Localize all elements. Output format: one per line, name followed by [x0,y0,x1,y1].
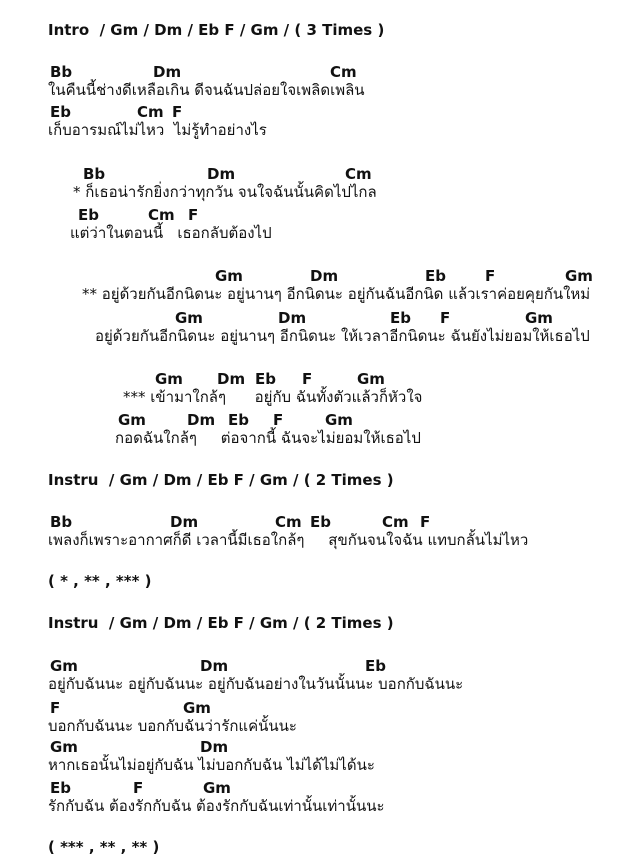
chord-label: Eb [390,309,411,327]
chord-label: Dm [187,411,216,429]
chord-label: Eb [255,370,276,388]
lyric-text: กอดฉันใกล้ๆ ต่อจากนี้ ฉันจะไม่ยอมให้เธอไป [115,429,421,447]
lyric-text: รักกับฉัน ต้องรักกับฉัน ต้องรักกับฉันเท่านั้นเท่านั้นนะ [48,797,385,815]
chord-label: Gm [175,309,203,327]
chord-label: F [302,370,313,388]
lyric-line [0,427,620,449]
lyric-text: บอกกับฉันนะ บอกกับฉันว่ารักแค่นั้นนะ [48,717,297,735]
chord-label: Gm [50,657,78,675]
section-line [0,19,620,41]
chord-label: Gm [118,411,146,429]
chord-label: Gm [325,411,353,429]
repeat-marker-text: ( * , ** , *** ) [48,572,152,590]
chord-label: Dm [200,738,229,756]
lyric-text: * ก็เธอน่ารักยิ่งกว่าทุกวัน จนใจฉันนั้นคิดไปไกล [73,183,377,201]
chord-label: Dm [217,370,246,388]
chord-label: F [172,103,183,121]
chord-label: Dm [278,309,307,327]
chord-label: Gm [50,738,78,756]
chord-label: F [50,699,61,717]
lyric-text: *** เข้ามาใกล้ๆ อยู่กับ ฉันทั้งตัวแล้วก็หัวใจ [123,388,423,406]
chord-label: Eb [50,103,71,121]
lyric-line [0,325,620,347]
chord-label: Bb [50,63,73,81]
lyric-text: แต่ว่าในตอนนี้ เธอกลับต้องไป [70,224,272,242]
lyric-line [0,283,620,305]
marker-line [0,570,620,592]
chord-label: Gm [155,370,183,388]
chord-label: Eb [228,411,249,429]
chord-label: Gm [357,370,385,388]
section-header-text: Instru / Gm / Dm / Eb F / Gm / ( 2 Times ) [48,614,394,632]
chord-label: Cm [148,206,175,224]
chord-label: Dm [153,63,182,81]
chord-label: Dm [310,267,339,285]
lyric-text: อยู่กับฉันนะ อยู่กับฉันนะ อยู่กับฉันอย่างในวันนั้นนะ บอกกับฉันนะ [48,675,464,693]
chord-label: F [133,779,144,797]
chord-label: Eb [425,267,446,285]
section-header-text: Intro / Gm / Dm / Eb F / Gm / ( 3 Times ) [48,21,385,39]
section-line [0,612,620,634]
lyric-text: ** อยู่ด้วยกันอีกนิดนะ อยู่นานๆ อีกนิดนะ อยู่กันฉันอีกนิด แล้วเราค่อยคุยกันใหม่ [82,285,591,303]
chord-label: Dm [170,513,199,531]
lyric-text: หากเธอนั้นไม่อยู่กับฉัน ไม่บอกกับฉัน ไม่ได้ไม่ได้นะ [48,756,375,774]
chord-label: F [188,206,199,224]
lyric-line [0,79,620,101]
lyric-line [0,529,620,551]
marker-line [0,836,620,858]
lyric-text: เก็บอารมณ์ไม่ไหว ไม่รู้ทำอย่างไร [48,121,267,139]
chord-label: Cm [330,63,357,81]
lyric-text: เพลงก็เพราะอากาศก็ดี เวลานี้มีเธอใกล้ๆ สุขกันจนใจฉัน แทบกลั้นไม่ไหว [48,531,529,549]
chord-label: F [420,513,431,531]
chord-label: Gm [203,779,231,797]
chord-label: Dm [200,657,229,675]
lyric-line [0,795,620,817]
chord-label: Bb [83,165,106,183]
lyric-line [0,119,620,141]
chord-label: Eb [365,657,386,675]
chord-label: F [440,309,451,327]
repeat-marker-text: ( *** , ** , ** ) [48,838,160,856]
chord-label: Eb [78,206,99,224]
chord-label: Cm [275,513,302,531]
chord-label: Eb [50,779,71,797]
chord-label: Cm [382,513,409,531]
section-line [0,469,620,491]
chord-label: Gm [565,267,593,285]
lyric-line [0,673,620,695]
chord-label: Cm [345,165,372,183]
chord-label: Eb [310,513,331,531]
lyric-line [0,715,620,737]
chord-label: Gm [525,309,553,327]
lyric-text: อยู่ด้วยกันอีกนิดนะ อยู่นานๆ อีกนิดนะ ให้เวลาอีกนิดนะ ฉันยังไม่ยอมให้เธอไป [95,327,590,345]
lyric-line [0,754,620,776]
lyric-line [0,386,620,408]
chord-label: Dm [207,165,236,183]
lyric-line [0,181,620,203]
section-header-text: Instru / Gm / Dm / Eb F / Gm / ( 2 Times ) [48,471,394,489]
lyric-text: ในคืนนี้ช่างดีเหลือเกิน ดีจนฉันปล่อยใจเพลิดเพลิน [48,81,365,99]
chord-label: Gm [215,267,243,285]
chord-label: Gm [183,699,211,717]
chord-label: F [485,267,496,285]
lyric-line [0,222,620,244]
chord-label: F [273,411,284,429]
chord-label: Cm [137,103,164,121]
chord-label: Bb [50,513,73,531]
